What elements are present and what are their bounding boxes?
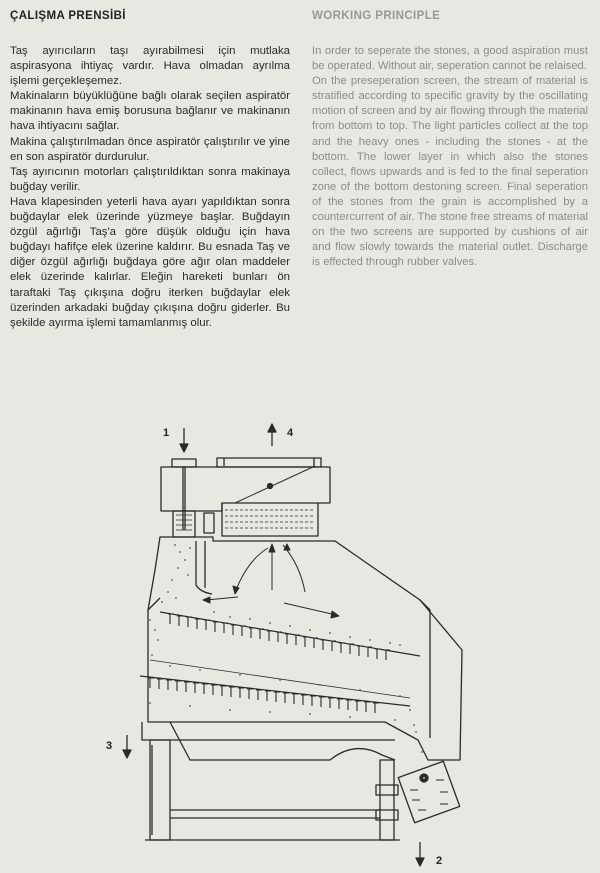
english-column [312, 8, 588, 270]
air-flow-arrows [203, 544, 339, 618]
lower-screen [140, 660, 410, 713]
machine-body [148, 537, 462, 760]
label-1: 1 [163, 427, 170, 439]
en-paragraph-2: On the preseperation screen, the stream of material is stratified according to specific gravity by the oscillating motion of screen and by air flowing through the material from bottom to top. The light particles collect at the top and the heavy ones - including the stones - at the bottom. The lower layer in which also the stones collect, flows upwards and is fed to the final seperation zone of the bottom destoning screen. Final seperation of the stones from the grain is accomplished by a countercurrent of air. The stone free streams of material on the two screens are supported by cushions of air and flow slowly towards the material outlet. Discharge is effected through rubber valves. [312, 75, 588, 269]
tr-paragraph-4: Taş ayırıcının motorları çalıştırıldıktan sonra makinaya buğday verilir. [10, 165, 290, 193]
machine-frame [142, 722, 400, 840]
flexible-connectors [173, 503, 318, 537]
rubber-valve [398, 761, 460, 823]
en-paragraph-1: In order to seperate the stones, a good aspiration must be operated. Without air, seperation cannot be relaised. [312, 45, 588, 73]
tr-paragraph-1: Taş ayırıcıların taşı ayırabilmesi için mutlaka aspirasyona ihtiyaç vardır. Hava olmadan ayrılma işlemi gerçekleşemez. [10, 45, 290, 88]
label-2: 2 [436, 855, 443, 867]
tr-paragraph-2: Makinaların büyüklüğüne bağlı olarak seçilen aspiratör makinanın hava emiş borusuna bağlanır ve makinanın hava ihtiyacını sağlar. [10, 90, 290, 133]
label-3: 3 [106, 740, 113, 752]
stone-outlet-arrow-3 [123, 735, 131, 758]
label-4: 4 [287, 427, 294, 439]
upper-screen [160, 612, 420, 660]
turkish-column [10, 8, 290, 331]
tr-paragraph-3: Makina çalıştırılmadan önce aspiratör çalıştırılır ve yine en son aspiratör durdurulur. [10, 135, 290, 163]
turkish-heading: ÇALIŞMA PRENSİBİ [10, 10, 126, 22]
grain-outlet-arrow-2 [416, 842, 424, 866]
english-heading: WORKING PRINCIPLE [312, 10, 441, 22]
inlet-arrow-1 [180, 428, 188, 452]
aspiration-hood [161, 458, 330, 530]
tr-paragraph-5: Hava klapesinden yeterli hava ayarı yapıldıktan sonra buğdaylar elek üzerinde yüzmeye başlar. Buğdayın özgül ağırlığı Taş'a göre düşük olduğu için hava buğdayı hafifçe elek üzerine kaldırır. Bu esnada Taş ve diğer özgül ağırlığı buğdaya göre ağır olan maddeler elek üzerinde kalırlar. Eleğin hareketi bunları ön taraftaki Taş çıkışına doğru iterken buğdaylar elek üzerinden arkadaki buğday çıkışına doğru giderler. Bu şekilde ayırma işlemi tamamlanmış olur. [10, 195, 290, 329]
air-outlet-arrow-4 [268, 424, 276, 446]
destoner-machine-diagram [95, 418, 505, 873]
